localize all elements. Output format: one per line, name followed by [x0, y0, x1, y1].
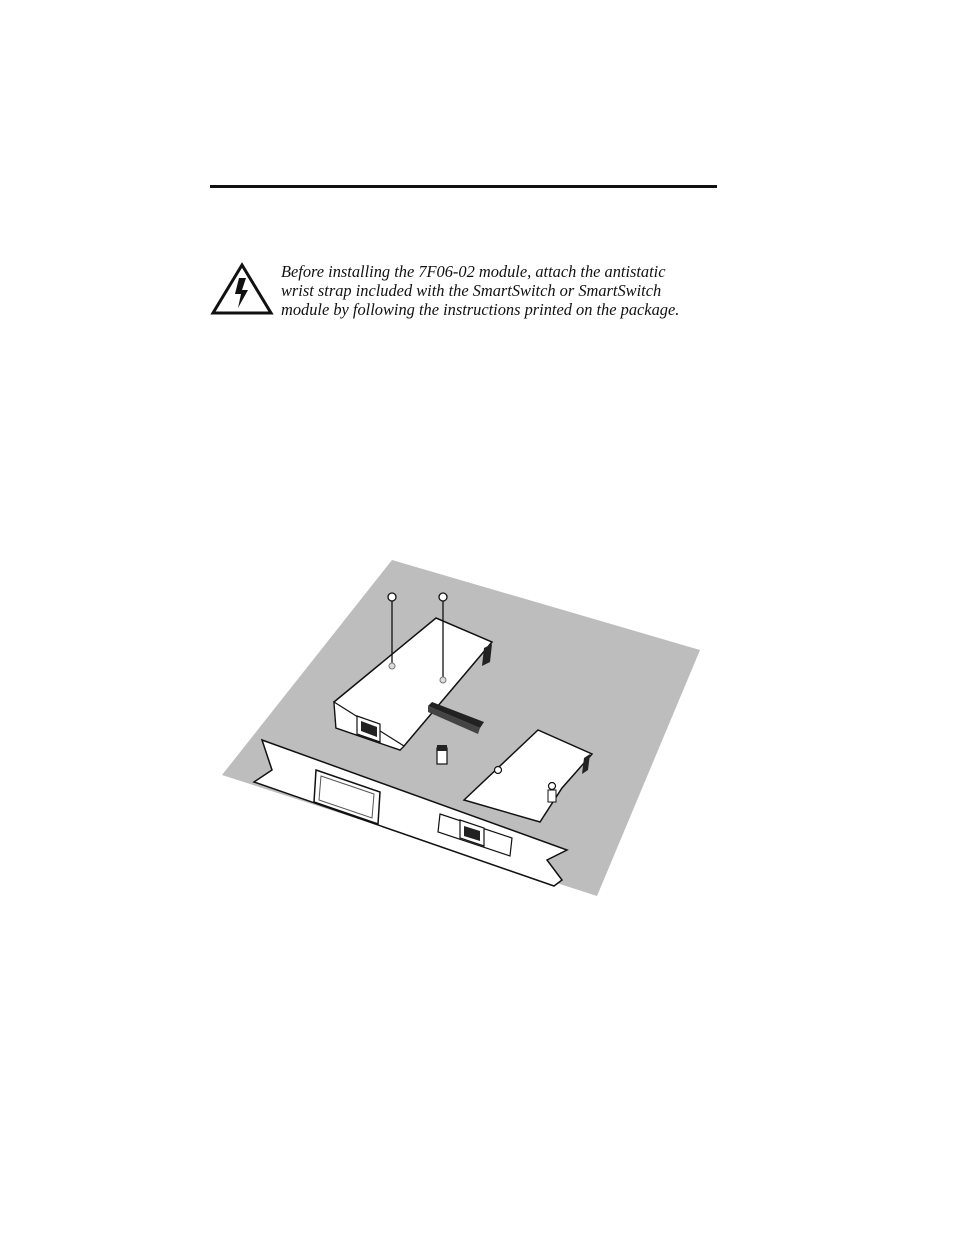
- screw-icon: [549, 783, 556, 790]
- screw-icon: [439, 593, 447, 601]
- screw-icon: [495, 767, 502, 774]
- header-rule: [210, 185, 717, 188]
- standoff: [548, 790, 556, 802]
- antistatic-notice: [281, 262, 721, 319]
- notice-line: wrist strap included with the SmartSwitch or SmartSwitch: [281, 281, 662, 300]
- notice-line: Before installing the 7F06-02 module, attach the antistatic: [281, 262, 666, 281]
- screw-icon: [388, 593, 396, 601]
- notice-line: module by following the instructions printed on the package.: [281, 300, 680, 319]
- electrical-hazard-icon: [210, 262, 274, 316]
- module-installation-illustration: [222, 560, 700, 898]
